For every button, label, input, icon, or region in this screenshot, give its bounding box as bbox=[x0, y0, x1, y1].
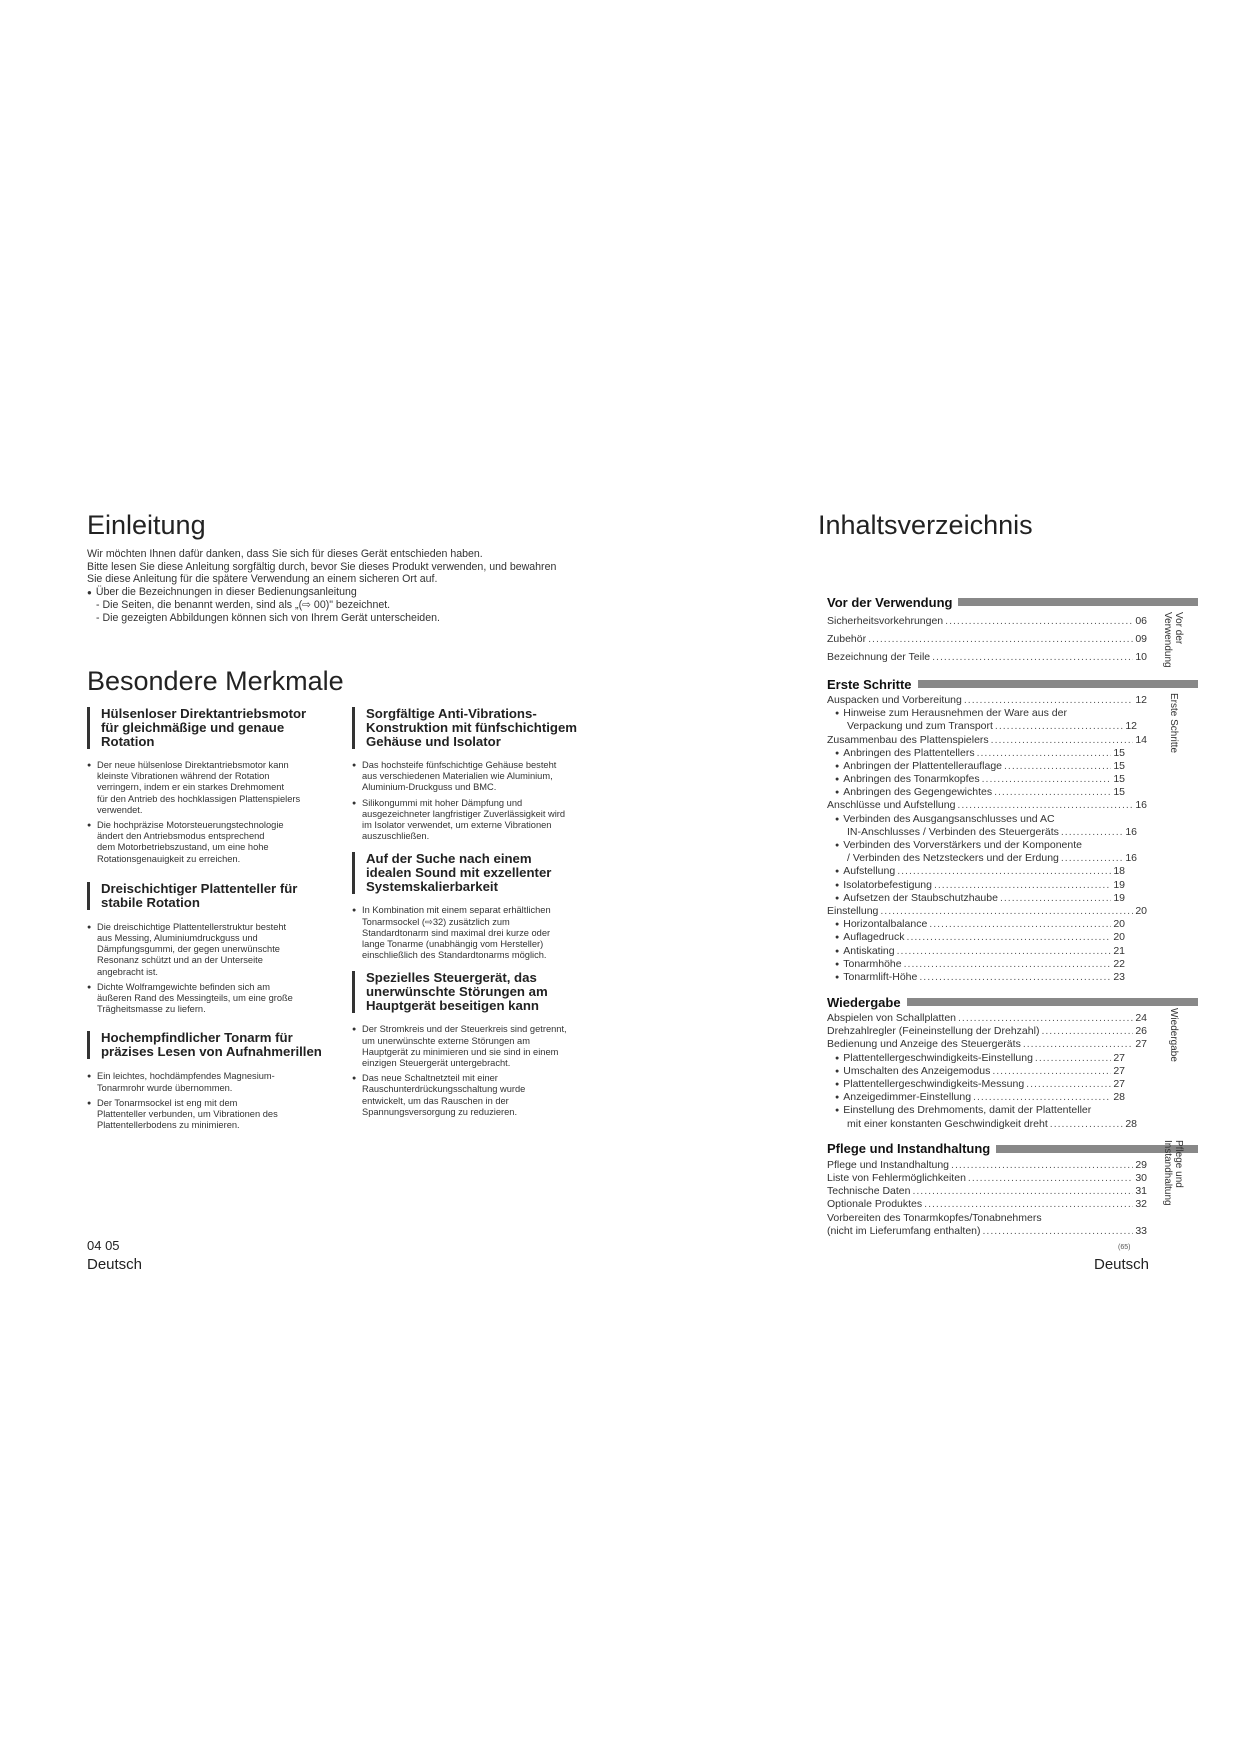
toc-leader-dots bbox=[1061, 852, 1123, 865]
feature-bullet bbox=[352, 798, 602, 843]
toc-entry-page: 22 bbox=[1113, 957, 1125, 970]
toc-entry-label: ● Anbringen des Gegengewichtes bbox=[835, 786, 992, 799]
feature-bullet-line: Standardtonarm sind maximal drei kurze oder bbox=[362, 927, 551, 938]
toc-entry-page: 23 bbox=[1113, 970, 1125, 983]
toc-leader-dots bbox=[1035, 1052, 1111, 1065]
feature-bullet-line: um unerwünschte externe Störungen am bbox=[362, 1035, 530, 1046]
toc-entry-page: 09 bbox=[1135, 633, 1147, 645]
toc-entry-page: 20 bbox=[1113, 918, 1125, 931]
feature-bullet-line: Plattenteller verbunden, um Vibrationen des bbox=[97, 1109, 278, 1120]
toc-entry[interactable] bbox=[827, 1118, 1137, 1131]
toc-section-bar bbox=[958, 598, 1198, 606]
toc-entry[interactable] bbox=[827, 1065, 1125, 1078]
toc-leader-dots bbox=[964, 694, 1133, 707]
toc-entry-page: 19 bbox=[1113, 891, 1125, 904]
feature-bullet-line: einschließlich des Standardtonarms möglich. bbox=[362, 950, 547, 961]
toc-entry-label: ● Aufstellung bbox=[835, 865, 895, 878]
toc-entry[interactable] bbox=[827, 1185, 1147, 1198]
toc-entry-label: Zusammenbau des Plattenspielers bbox=[827, 733, 989, 746]
toc-leader-dots bbox=[880, 905, 1133, 918]
toc-entry-label: Liste von Fehlermöglichkeiten bbox=[827, 1172, 966, 1184]
toc-entry[interactable] bbox=[827, 1052, 1125, 1065]
toc-leader-dots bbox=[968, 1172, 1133, 1185]
toc-entry-label: mit einer konstanten Geschwindigkeit dreht bbox=[847, 1117, 1048, 1130]
toc-entry-page: 20 bbox=[1135, 905, 1147, 917]
intro-line: Sie diese Anleitung für die spätere Verwendung an einem sicheren Ort auf. bbox=[87, 573, 438, 586]
feature-bullet bbox=[352, 1024, 602, 1069]
toc-entry[interactable] bbox=[827, 971, 1125, 984]
feature-bullet-line: Resonanz schützt und an der Unterseite bbox=[97, 955, 263, 966]
tab-erste-schritte bbox=[1168, 693, 1179, 783]
toc-leader-dots bbox=[912, 1185, 1133, 1198]
feature-bullet-line: angebracht ist. bbox=[97, 966, 158, 977]
toc-leader-dots bbox=[1061, 826, 1123, 839]
toc-leader-dots bbox=[951, 1159, 1133, 1172]
toc-leader-dots bbox=[1023, 1039, 1133, 1052]
tab-label-line: Verwendung bbox=[1162, 612, 1173, 668]
toc-entry-label: ● Plattentellergeschwindigkeits-Messung bbox=[835, 1078, 1024, 1091]
feature-bullet-line: verwendet. bbox=[97, 804, 143, 815]
right-page-number: (65) bbox=[1118, 1244, 1131, 1251]
toc-entry-label: ● Tonarmlift-Höhe bbox=[835, 971, 917, 984]
toc-entry-label: ● Aufsetzen der Staubschutzhaube bbox=[835, 892, 998, 905]
feature-bullet bbox=[352, 760, 602, 794]
feature-heading bbox=[87, 707, 337, 749]
toc-section-title: Vor der Verwendung bbox=[827, 594, 953, 610]
toc-leader-dots bbox=[945, 612, 1133, 630]
feature-bullet bbox=[352, 905, 602, 961]
toc-entry-label: ● Tonarmhöhe bbox=[835, 958, 902, 971]
toc-section-heading bbox=[827, 994, 1198, 1010]
toc-entry-page: 18 bbox=[1113, 865, 1125, 878]
intro-sub-line: - Die Seiten, die benannt werden, sind als „(⇨ 00)" bezeichnet. bbox=[96, 599, 391, 612]
feature-bullet-line: Tonarmsockel (⇨32) zusätzlich zum bbox=[362, 916, 510, 927]
feature-heading-line: Sorgfältige Anti-Vibrations- bbox=[366, 706, 537, 721]
toc-entry[interactable] bbox=[827, 694, 1147, 707]
toc-entry-page: 15 bbox=[1113, 773, 1125, 786]
toc-leader-dots bbox=[929, 918, 1111, 931]
toc-entry[interactable] bbox=[827, 773, 1125, 786]
feature-bullet-line: ● Die dreischichtige Plattentellerstruktur besteht bbox=[97, 921, 287, 932]
table-of-contents bbox=[827, 594, 1198, 1238]
tab-wiedergabe bbox=[1168, 1008, 1179, 1068]
toc-entry-label: Technische Daten bbox=[827, 1185, 911, 1198]
toc-entry[interactable] bbox=[827, 1212, 1147, 1225]
toc-entry-label: Anschlüsse und Aufstellung bbox=[827, 799, 956, 812]
toc-section-bar bbox=[918, 680, 1198, 688]
feature-bullet-line: aus verschiedenen Materialien wie Aluminium, bbox=[362, 771, 553, 782]
toc-leader-dots bbox=[982, 773, 1112, 786]
feature-heading-line: Systemskalierbarkeit bbox=[366, 879, 498, 895]
feature-bullet-line: Trägheitsmasse zu liefern. bbox=[97, 1004, 206, 1015]
feature-heading-line: Dreischichtiger Plattenteller für bbox=[101, 880, 298, 896]
feature-heading-line: präzises Lesen von Aufnahmerillen bbox=[101, 1044, 322, 1060]
toc-entry-label: ● Horizontalbalance bbox=[835, 918, 927, 931]
toc-entry-page: 32 bbox=[1135, 1198, 1147, 1211]
toc-entry[interactable] bbox=[827, 1225, 1147, 1238]
feature-bullet-line: aus Messing, Aluminiumdruckguss und bbox=[97, 933, 258, 944]
features-column-1 bbox=[87, 707, 337, 1135]
feature-bullet-line: Spannungsversorgung zu reduzieren. bbox=[362, 1106, 518, 1117]
left-page-number: 04 05 bbox=[87, 1238, 120, 1253]
toc-leader-dots bbox=[994, 786, 1111, 799]
toc-entry-label: (nicht im Lieferumfang enthalten) bbox=[827, 1224, 981, 1237]
feature-bullet-line: ● Das hochsteife fünfschichtige Gehäuse besteht bbox=[362, 760, 557, 770]
feature-heading bbox=[352, 852, 602, 894]
toc-section-heading bbox=[827, 594, 1198, 610]
toc-entry-page: 14 bbox=[1135, 733, 1147, 746]
feature-bullet-line: ● Der neue hülsenlose Direktantriebsmotor kann bbox=[97, 760, 289, 770]
feature-heading-line: Hochempfindlicher Tonarm für bbox=[101, 1030, 293, 1046]
feature-heading-line: unerwünschte Störungen am bbox=[366, 984, 548, 1000]
feature-bullet-line: verringern, indem er ein starkes Drehmoment bbox=[97, 782, 285, 793]
tab-label-line: Vor der bbox=[1173, 612, 1184, 645]
toc-entry-label: ● Verbinden des Vorverstärkers und der Komponente bbox=[835, 839, 1082, 852]
toc-entry-page: 29 bbox=[1135, 1158, 1147, 1171]
intro-text bbox=[87, 548, 607, 625]
toc-entry[interactable] bbox=[827, 1039, 1147, 1052]
toc-leader-dots bbox=[991, 734, 1134, 747]
toc-entry-label: Bezeichnung der Teile bbox=[827, 651, 931, 663]
toc-entry-label: ● Isolatorbefestigung bbox=[835, 879, 932, 892]
toc-section-title: Pflege und Instandhaltung bbox=[827, 1141, 991, 1157]
feature-heading-line: Gehäuse und Isolator bbox=[366, 734, 501, 749]
feature-bullet-line: ● Dichte Wolframgewichte befinden sich am bbox=[97, 981, 270, 992]
toc-leader-dots bbox=[1050, 1118, 1124, 1131]
toc-entry-label: Abspielen von Schallplatten bbox=[827, 1012, 957, 1025]
toc-leader-dots bbox=[897, 945, 1112, 958]
toc-leader-dots bbox=[1004, 760, 1111, 773]
feature-bullet-line: ausgezeichneter langfristiger Zuverlässigkeit wird bbox=[362, 808, 566, 819]
toc-entry-label: IN-Anschlusses / Verbinden des Steuergeräts bbox=[847, 825, 1059, 838]
toc-section-bar bbox=[907, 998, 1198, 1006]
toc-entry[interactable] bbox=[827, 879, 1125, 892]
toc-leader-dots bbox=[932, 648, 1133, 666]
toc-entry-label: Sicherheitsvorkehrungen bbox=[827, 615, 944, 627]
feature-bullet-line: ● Der Stromkreis und der Steuerkreis sind getrennt, bbox=[362, 1024, 567, 1035]
intro-line: Bitte lesen Sie diese Anleitung sorgfältig durch, bevor Sie dieses Produkt verwenden, und bewahren bbox=[87, 560, 557, 573]
right-language: Deutsch bbox=[1094, 1256, 1150, 1273]
toc-entry-label: Vorbereiten des Tonarmkopfes/Tonabnehmers bbox=[827, 1211, 1042, 1224]
feature-heading-line: für gleichmäßige und genaue bbox=[101, 720, 285, 735]
feature-bullet bbox=[87, 760, 337, 816]
toc-entry-page: 27 bbox=[1113, 1051, 1125, 1064]
toc-leader-dots bbox=[973, 1091, 1111, 1104]
tab-label-line: Instandhaltung bbox=[1162, 1140, 1173, 1206]
feature-bullet bbox=[87, 982, 337, 1016]
toc-entry-label: Bedienung und Anzeige des Steuergeräts bbox=[827, 1038, 1021, 1051]
toc-entry-label: Einstellung bbox=[827, 905, 879, 917]
toc-entry[interactable] bbox=[827, 1198, 1147, 1211]
intro-sub-line: - Die gezeigten Abbildungen können sich von Ihrem Gerät unterscheiden. bbox=[96, 611, 440, 624]
intro-line: Wir möchten Ihnen dafür danken, dass Sie sich für dieses Gerät entschieden haben. bbox=[87, 548, 483, 560]
feature-heading bbox=[352, 707, 602, 749]
toc-leader-dots bbox=[995, 720, 1123, 733]
toc-leader-dots bbox=[958, 1012, 1133, 1025]
feature-heading-line: Spezielles Steuergerät, das bbox=[366, 970, 537, 986]
toc-entry-page: 16 bbox=[1125, 825, 1137, 838]
feature-bullet-line: dem Motorbetriebszustand, um eine hohe bbox=[97, 842, 269, 853]
toc-entry-label: ● Anzeigedimmer-Einstellung bbox=[835, 1091, 971, 1104]
feature-heading bbox=[352, 971, 602, 1013]
toc-entry[interactable] bbox=[827, 1172, 1147, 1185]
toc-title: Inhaltsverzeichnis bbox=[818, 510, 1033, 540]
toc-entry[interactable] bbox=[827, 786, 1125, 799]
toc-entry[interactable] bbox=[827, 747, 1125, 760]
tab-label-line: Pflege und bbox=[1173, 1140, 1184, 1188]
feature-bullet-line: ● Ein leichtes, hochdämpfendes Magnesium- bbox=[97, 1071, 275, 1082]
toc-entry[interactable] bbox=[827, 826, 1137, 839]
toc-entry[interactable] bbox=[827, 865, 1125, 878]
feature-bullet-line: Plattentellerbodens zu minimieren. bbox=[97, 1120, 240, 1131]
toc-entry-label: Verpackung und zum Transport bbox=[847, 720, 993, 733]
toc-entry-label: Zubehör bbox=[827, 633, 867, 645]
toc-entry[interactable] bbox=[827, 958, 1125, 971]
toc-entry-label: ● Antiskating bbox=[835, 945, 895, 958]
toc-entry-page: 20 bbox=[1113, 931, 1125, 944]
toc-entry[interactable] bbox=[827, 1091, 1125, 1104]
feature-bullet-line: Rauschunterdrückungsschaltung wurde bbox=[362, 1084, 526, 1095]
toc-entry-label: ● Anbringen des Tonarmkopfes bbox=[835, 773, 980, 786]
intro-bullet: ● Über die Bezeichnungen in dieser Bedienungsanleitung bbox=[87, 586, 607, 600]
toc-entry[interactable] bbox=[827, 648, 1147, 666]
toc-entry-page: 12 bbox=[1125, 720, 1137, 733]
toc-leader-dots bbox=[1041, 1025, 1133, 1038]
toc-leader-dots bbox=[924, 1198, 1133, 1211]
feature-bullet-line: ● In Kombination mit einem separat erhältlichen bbox=[362, 905, 551, 916]
toc-entry-label: ● Umschalten des Anzeigemodus bbox=[835, 1065, 990, 1078]
toc-entry-page: 19 bbox=[1113, 878, 1125, 891]
feature-heading-line: Rotation bbox=[101, 734, 155, 749]
toc-entry-page: 16 bbox=[1135, 799, 1147, 812]
toc-leader-dots bbox=[934, 879, 1111, 892]
feature-bullet bbox=[87, 1098, 337, 1132]
toc-entry-label: Optionale Produktes bbox=[827, 1198, 923, 1211]
toc-entry[interactable] bbox=[827, 720, 1137, 733]
feature-bullet bbox=[87, 820, 337, 865]
toc-entry[interactable] bbox=[827, 760, 1125, 773]
toc-entry[interactable] bbox=[827, 813, 1125, 826]
tab-pflege-und-instandhaltung bbox=[1162, 1140, 1184, 1230]
toc-entry-label: ● Hinweise zum Herausnehmen der Ware aus der bbox=[835, 707, 1067, 720]
feature-heading bbox=[87, 882, 337, 910]
toc-entry-page: 28 bbox=[1113, 1091, 1125, 1104]
toc-entry[interactable] bbox=[827, 945, 1125, 958]
feature-bullet-line: lange Tonarme (unabhängig vom Hersteller) bbox=[362, 939, 544, 950]
feature-bullet-line: Rotationsgenauigkeit zu erreichen. bbox=[97, 853, 241, 864]
toc-entry-page: 33 bbox=[1135, 1224, 1147, 1237]
toc-entry-page: 30 bbox=[1135, 1172, 1147, 1184]
toc-leader-dots bbox=[957, 800, 1133, 813]
feature-bullet bbox=[352, 1073, 602, 1118]
toc-leader-dots bbox=[897, 865, 1111, 878]
toc-entry[interactable] bbox=[827, 839, 1125, 852]
toc-entry[interactable] bbox=[827, 931, 1125, 944]
toc-entry[interactable] bbox=[827, 1159, 1147, 1172]
tab-label-line: Erste Schritte bbox=[1168, 693, 1179, 754]
toc-entry[interactable] bbox=[827, 612, 1147, 630]
feature-heading bbox=[87, 1031, 337, 1059]
toc-entry-page: 15 bbox=[1113, 786, 1125, 799]
intro-title: Einleitung bbox=[87, 510, 206, 540]
feature-bullet-line: auszuschließen. bbox=[362, 831, 430, 842]
toc-leader-dots bbox=[983, 1225, 1134, 1238]
tab-label-line: Wiedergabe bbox=[1168, 1008, 1179, 1062]
toc-entry-page: 10 bbox=[1135, 651, 1147, 663]
toc-entry[interactable] bbox=[827, 800, 1147, 813]
toc-section-heading bbox=[827, 1141, 1198, 1157]
feature-bullet-line: ● Die hochpräzise Motorsteuerungstechnologie bbox=[97, 820, 284, 831]
toc-entry-label: ● Anbringen des Plattentellers bbox=[835, 747, 975, 760]
toc-section-title: Erste Schritte bbox=[827, 676, 912, 692]
toc-section-title: Wiedergabe bbox=[827, 994, 901, 1010]
toc-entry-label: Drehzahlregler (Feineinstellung der Drehzahl) bbox=[827, 1025, 1040, 1038]
toc-entry[interactable] bbox=[827, 1104, 1125, 1117]
feature-bullet bbox=[87, 1071, 337, 1093]
toc-entry-label: Auspacken und Vorbereitung bbox=[827, 694, 962, 706]
feature-bullet-line: entwickelt, um das Rauschen in der bbox=[362, 1095, 509, 1106]
feature-bullet-line: Dämpfungsgummi, der gegen unerwünschte bbox=[97, 944, 280, 955]
toc-entry[interactable] bbox=[827, 918, 1125, 931]
toc-entry-page: 15 bbox=[1113, 746, 1125, 759]
feature-bullet-line: einzigen Steuergerät untergebracht. bbox=[362, 1058, 511, 1069]
feature-bullet bbox=[87, 922, 337, 978]
toc-entry-label: ● Einstellung des Drehmoments, damit der Plattenteller bbox=[835, 1104, 1091, 1117]
features-title: Besondere Merkmale bbox=[87, 666, 344, 696]
feature-heading-line: Auf der Suche nach einem bbox=[366, 851, 532, 867]
toc-section-heading bbox=[827, 676, 1198, 692]
toc-entry[interactable] bbox=[827, 1025, 1147, 1038]
toc-entry-label: ● Anbringen der Plattentellerauflage bbox=[835, 760, 1002, 773]
left-language: Deutsch bbox=[87, 1256, 143, 1273]
toc-entry[interactable] bbox=[827, 1012, 1147, 1025]
toc-leader-dots bbox=[904, 958, 1112, 971]
toc-leader-dots bbox=[977, 747, 1112, 760]
toc-entry-page: 28 bbox=[1125, 1117, 1137, 1130]
feature-bullet-line: Tonarmrohr wurde übernommen. bbox=[97, 1082, 233, 1093]
toc-leader-dots bbox=[1000, 892, 1111, 905]
feature-bullet-line: ● Das neue Schaltnetzteil mit einer bbox=[362, 1073, 498, 1084]
toc-entry-page: 16 bbox=[1125, 852, 1137, 865]
toc-entry-label: ● Auflagedruck bbox=[835, 931, 905, 944]
toc-entry-label: / Verbinden des Netzsteckers und der Erdung bbox=[847, 852, 1059, 865]
toc-entry-page: 06 bbox=[1135, 615, 1147, 627]
toc-entry-page: 15 bbox=[1113, 759, 1125, 772]
toc-entry-page: 26 bbox=[1135, 1025, 1147, 1038]
feature-bullet-line: ● Silikongummi mit hoher Dämpfung und bbox=[362, 797, 523, 808]
toc-entry[interactable] bbox=[827, 852, 1137, 865]
feature-bullet-line: für den Antrieb des hochklassigen Plattenspielers bbox=[97, 793, 301, 804]
toc-entry-page: 21 bbox=[1113, 944, 1125, 957]
toc-leader-dots bbox=[1026, 1078, 1111, 1091]
toc-entry-page: 31 bbox=[1135, 1185, 1147, 1198]
feature-heading-line: Hauptgerät beseitigen kann bbox=[366, 998, 539, 1014]
feature-heading-line: stabile Rotation bbox=[101, 894, 200, 910]
toc-entry[interactable] bbox=[827, 905, 1147, 918]
toc-entry[interactable] bbox=[827, 630, 1147, 648]
toc-entry[interactable] bbox=[827, 892, 1125, 905]
toc-entry[interactable] bbox=[827, 1078, 1125, 1091]
toc-entry-page: 27 bbox=[1135, 1038, 1147, 1051]
feature-bullet-line: Aluminium-Druckguss und BMC. bbox=[362, 782, 497, 793]
toc-entry[interactable] bbox=[827, 734, 1147, 747]
toc-entry-page: 27 bbox=[1113, 1064, 1125, 1077]
toc-entry-label: ● Plattentellergeschwindigkeits-Einstellung bbox=[835, 1052, 1033, 1065]
toc-entry-page: 24 bbox=[1135, 1012, 1147, 1025]
toc-entry[interactable] bbox=[827, 707, 1125, 720]
toc-entry-label: Pflege und Instandhaltung bbox=[827, 1158, 950, 1171]
feature-bullet-line: äußeren Rand des Messingteils, um eine große bbox=[97, 993, 293, 1004]
feature-bullet-line: ändert den Antriebsmodus entsprechend bbox=[97, 831, 265, 842]
toc-entry-page: 12 bbox=[1135, 694, 1147, 706]
toc-leader-dots bbox=[992, 1065, 1111, 1078]
toc-leader-dots bbox=[868, 630, 1133, 648]
feature-heading-line: Hülsenloser Direktantriebsmotor bbox=[101, 706, 307, 721]
feature-bullet-line: kleinste Vibrationen während der Rotation bbox=[97, 771, 270, 782]
toc-entry-page: 27 bbox=[1113, 1078, 1125, 1091]
features-column-2 bbox=[352, 707, 602, 1122]
feature-bullet-line: Hauptgerät zu minimieren und sie sind in einem bbox=[362, 1046, 559, 1057]
tab-vor-der-verwendung bbox=[1162, 612, 1184, 692]
toc-leader-dots bbox=[907, 931, 1112, 944]
feature-bullet-line: im Isolator verwendet, um externe Vibrationen bbox=[362, 820, 552, 831]
feature-bullet-line: ● Der Tonarmsockel ist eng mit dem bbox=[97, 1097, 238, 1108]
feature-heading-line: Konstruktion mit fünfschichtigem bbox=[366, 720, 577, 735]
toc-leader-dots bbox=[919, 971, 1111, 984]
toc-entry-label: ● Verbinden des Ausgangsanschlusses und AC bbox=[835, 813, 1055, 826]
feature-heading-line: idealen Sound mit exzellenter bbox=[366, 865, 552, 881]
